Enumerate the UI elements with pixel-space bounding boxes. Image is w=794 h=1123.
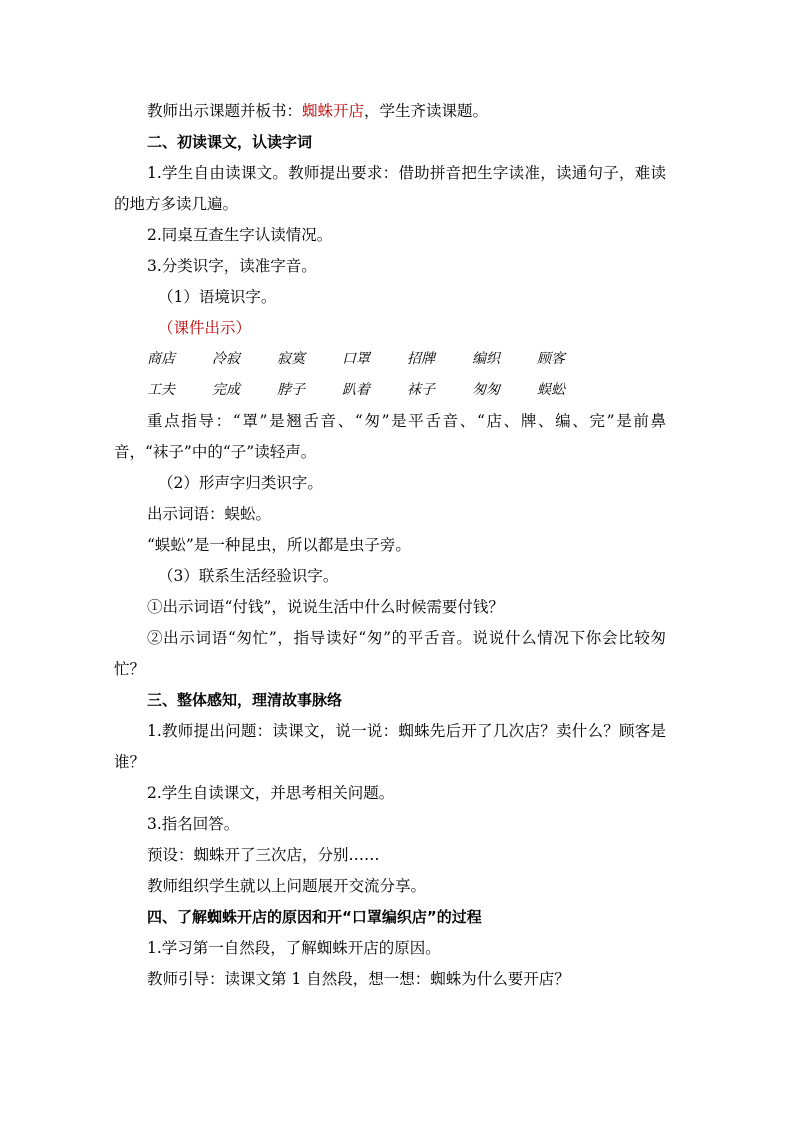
step-4-1: 1.学习第一自然段，了解蜘蛛开店的原因。 xyxy=(147,939,441,957)
section-heading-2: 二、初读课文，认读字词 xyxy=(147,133,313,151)
vocab-word: 商店 xyxy=(147,351,175,367)
word-list-row-1 xyxy=(114,344,666,375)
pronunciation-guide: 重点指导：“罩”是翘舌音、“匆”是平舌音、“店、牌、编、完”是前鼻音，“袜子”中的“子”读轻声。 xyxy=(114,412,666,461)
step-2-3: 3.分类识字，读准字音。 xyxy=(147,257,317,275)
show-word: 出示词语：蜈蚣。 xyxy=(147,505,272,523)
vocab-word: 袜子 xyxy=(407,382,435,398)
section-heading-3: 三、整体感知，理清故事脉络 xyxy=(147,691,343,709)
intro-prefix: 教师出示课题并板书： xyxy=(147,102,303,120)
step-2-3-1: （1）语境识字。 xyxy=(158,288,277,306)
vocab-word: 寂寞 xyxy=(277,351,305,367)
vocab-word: 冷寂 xyxy=(212,351,240,367)
lesson-title: 蜘蛛开店 xyxy=(302,102,365,120)
vocab-word: 编织 xyxy=(472,351,500,367)
word-list-row-2 xyxy=(114,375,666,406)
vocab-word: 口罩 xyxy=(342,351,370,367)
vocab-word: 脖子 xyxy=(277,382,305,398)
step-2-1: 1.学生自由读课文。教师提出要求：借助拼音把生字读准，读通句子，难读的地方多读几遍。 xyxy=(114,164,666,213)
document-body xyxy=(114,96,666,995)
vocab-word: 完成 xyxy=(212,382,240,398)
life-item-1: ①出示词语“付钱”，说说生活中什么时候需要付钱？ xyxy=(147,598,504,616)
organize-discussion: 教师组织学生就以上问题展开交流分享。 xyxy=(147,877,427,895)
courseware-note: （课件出示） xyxy=(158,319,252,337)
step-3-2: 2.学生自读课文，并思考相关问题。 xyxy=(147,784,395,802)
vocab-word: 顾客 xyxy=(537,351,565,367)
step-2-3-3: （3）联系生活经验识字。 xyxy=(158,567,339,585)
vocab-word: 工夫 xyxy=(147,382,175,398)
step-2-2: 2.同桌互查生字认读情况。 xyxy=(147,226,333,244)
vocab-word: 蜈蚣 xyxy=(537,382,565,398)
step-2-3-2: （2）形声字归类识字。 xyxy=(158,474,323,492)
step-3-1: 1.教师提出问题：读课文，说一说：蜘蛛先后开了几次店？卖什么？顾客是谁？ xyxy=(114,722,666,771)
vocab-word: 招牌 xyxy=(407,351,435,367)
preset-answer: 预设：蜘蛛开了三次店，分别…… xyxy=(147,846,380,864)
paragraph-intro xyxy=(114,96,666,127)
section-heading-4: 四、了解蜘蛛开店的原因和开“口罩编织店”的过程 xyxy=(147,908,482,926)
intro-suffix: ，学生齐读课题。 xyxy=(364,102,489,120)
life-item-2: ②出示词语“匆忙”，指导读好“匆”的平舌音。说说什么情况下你会比较匆忙？ xyxy=(114,629,666,678)
vocab-word: 趴着 xyxy=(342,382,370,398)
step-4-guide: 教师引导：读课文第 1 自然段，想一想：蜘蛛为什么要开店？ xyxy=(147,970,570,988)
step-3-3: 3.指名回答。 xyxy=(147,815,240,833)
vocab-word: 匆匆 xyxy=(472,382,500,398)
insect-note: “蜈蚣”是一种昆虫，所以都是虫子旁。 xyxy=(147,536,411,554)
